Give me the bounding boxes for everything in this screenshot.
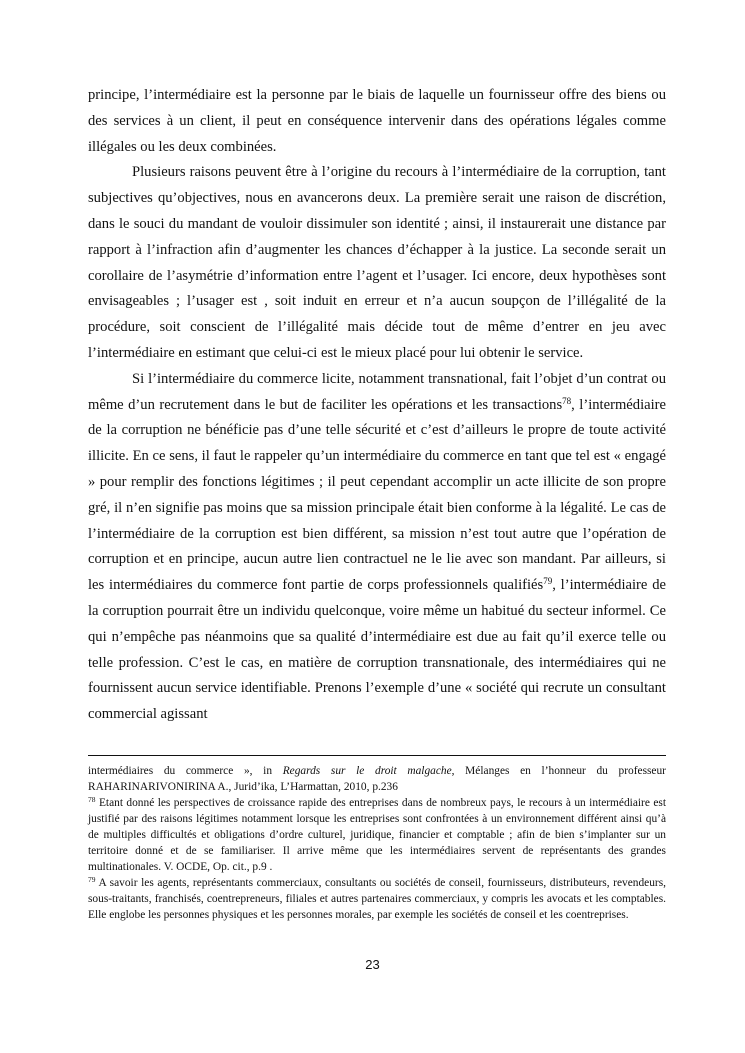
footnote-78-text: Etant donné les perspectives de croissance rapide des entreprises dans de nombreux pays, le recours à un intermédiaire est justifié par des raisons légitimes notamment lorsque les entreprises sont confrontées à un environnement différent ainsi qu’à de multiples difficultés et obligations d’ordre culturel, juridique, financier et comptable ; afin de bien s’implanter sur un territoire donné et de se familiariser. Il arrive même que les intermédiaires servent de représentants des grandes multinationales. V. OCDE, Op. cit., p.9 . [88,797,666,873]
footnote-continuation-b: , Mélanges en l’honneur du professeur RAHARINARIVONIRINA A., Jurid’ika, L’Harmattan, 2010, p.236 [88,765,666,793]
paragraph-2: Plusieurs raisons peuvent être à l’origine du recours à l’intermédiaire de la corruption, tant subjectives qu’objectives, nous en avancerons deux. La première serait une raison de discrétion, dans le souci du mandant de vouloir dissimuler son identité ; ainsi, il instaurerait une distance par rapport à l’infraction afin d’augmenter les chances d’échapper à la justice. La seconde serait un corollaire de l’asymétrie d’information entre l’agent et l’usager. Ici encore, deux hypothèses sont envisageables ; l’usager est , soit induit en erreur et n’a aucun soupçon de l’illégalité de la procédure, soit conscient de l’illégalité mais décide tout de même d’entrer en jeu avec l’intermédiaire en estimant que celui-ci est le mieux placé pour lui obtenir le service. [88,164,666,361]
footnote-continuation-a: intermédiaires du commerce », in [88,765,283,777]
paragraph-3-part-a: Si l’intermédiaire du commerce licite, notamment transnational, fait l’objet d’un contrat ou même d’un recrutement dans le but de faciliter les opérations et les transactions [88,370,666,413]
footnote-79-text: A savoir les agents, représentants commerciaux, consultants ou sociétés de conseil, fournisseurs, distributeurs, revendeurs, sous-traitants, franchisés, coentrepreneurs, filiales et autres partenaires commerciaux, y compris les avocats et les comptables. Elle englobe les personnes physiques et les personnes morales, par exemple les sociétés de conseil et les coentreprises. [88,877,666,921]
footnote-79 [88,875,666,923]
paragraph-1: principe, l’intermédiaire est la personne par le biais de laquelle un fournisseur offre des biens ou des services à un client, il peut en conséquence intervenir dans des opérations légales comme illégales ou les deux combinées. [88,87,666,155]
cited-work-title: Regards sur le droit malgache [282,765,452,777]
footnote-ref-78: 78 [562,395,572,406]
paragraph-3 [88,367,666,728]
footnotes [88,763,666,923]
main-text [88,83,666,728]
footnote-78-number: 78 [88,795,96,804]
footnote-78 [88,795,666,875]
footnote-continuation [88,763,666,795]
footnote-separator [88,755,666,756]
paragraph-3-part-c: , l’intermédiaire de la corruption pourrait être un individu quelconque, voire même un habitué du secteur informel. Ce qui n’empêche pas néanmoins que sa qualité d’intermédiaire est due au fait qu’il exerce telle ou telle profession. C’est le cas, en matière de corruption transnationale, des intermédiaires qui ne fournissent aucun service identifiable. Prenons l’exemple d’une « société qui recrute un consultant commercial agissant [88,577,666,723]
footnote-ref-79: 79 [543,576,553,587]
paragraph-3-part-b: , l’intermédiaire de la corruption ne bénéficie pas d’une telle sécurité et c’est d’ailleurs le propre de toute activité illicite. En ce sens, il faut le rappeler qu’un intermédiaire du commerce en tant que tel est « engagé » pour remplir des fonctions légitimes ; il peut cependant accomplir un acte illicite de son propre gré, il n’en signifie pas moins que sa mission principale était bien conforme à la légalité. Le cas de l’intermédiaire de la corruption est bien différent, sa mission n’est tout autre que l’opération de corruption et en principe, aucun autre lien contractuel ne le lie avec son mandant. Par ailleurs, si les intermédiaires du commerce font partie de corps professionnels qualifiés [88,396,666,594]
footnote-79-number: 79 [88,875,96,884]
page-number: 23 [365,957,380,972]
